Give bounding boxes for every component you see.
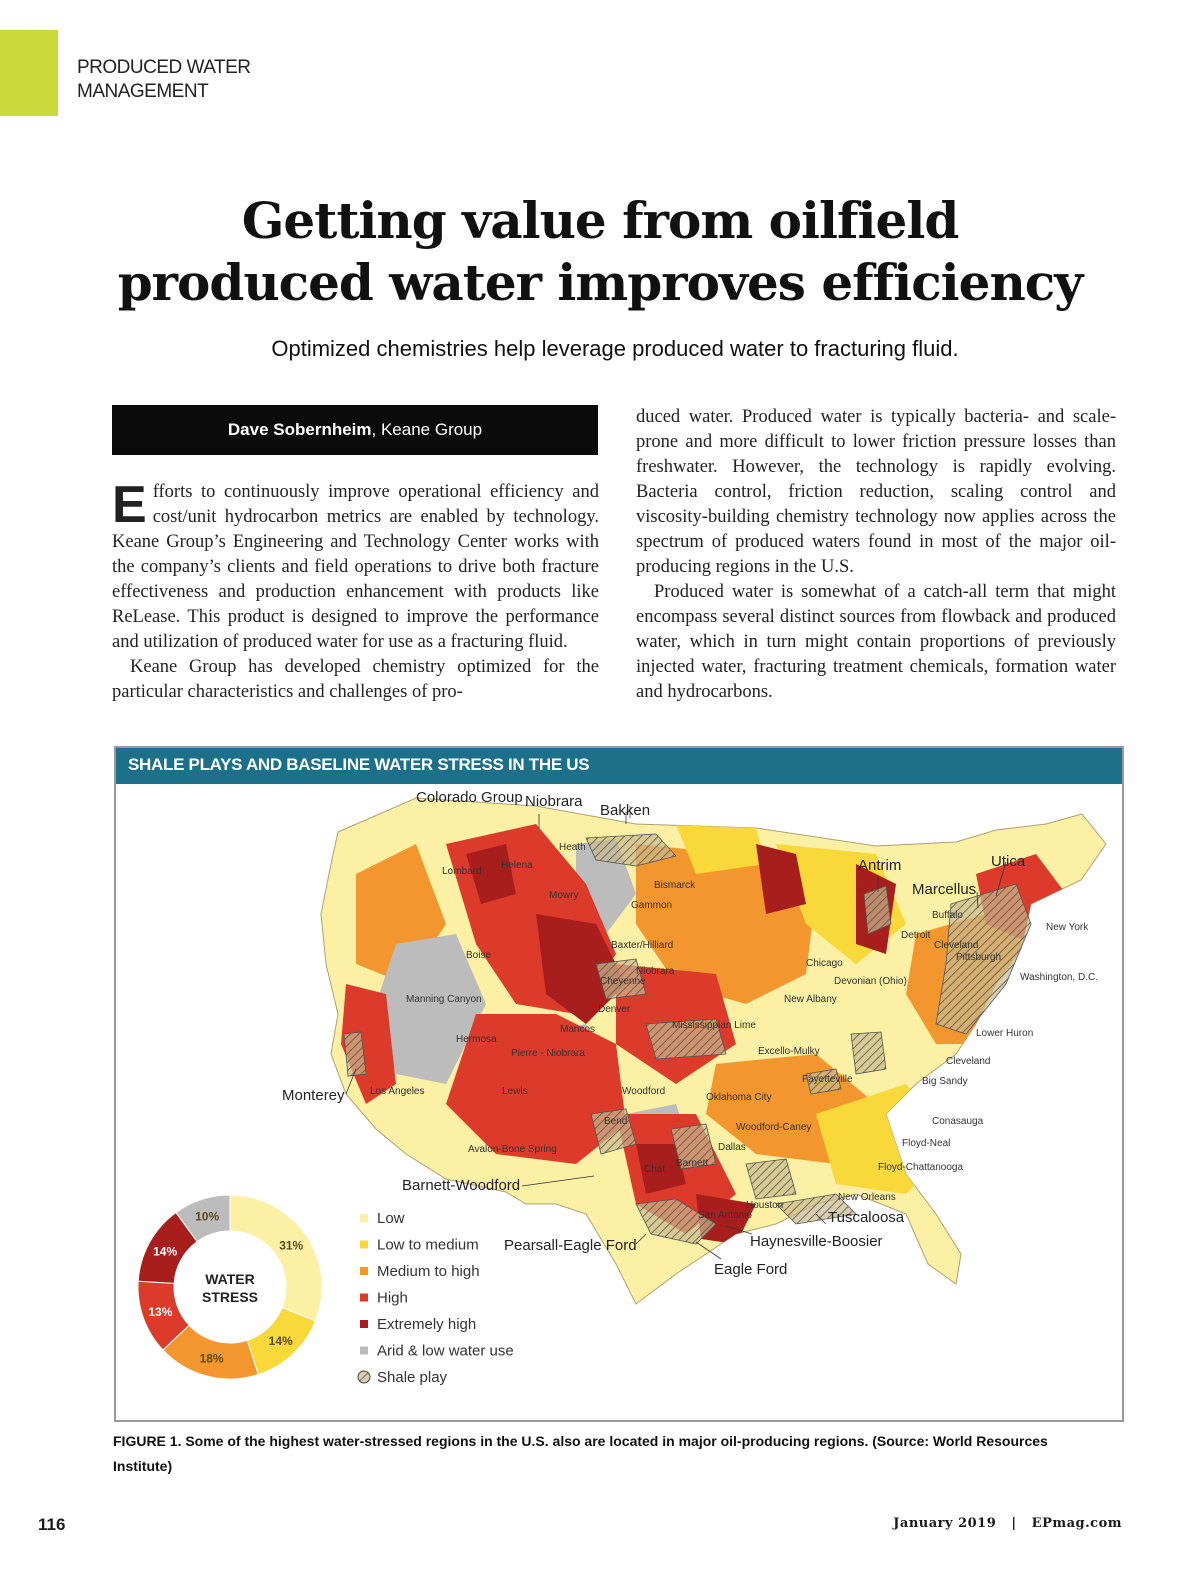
label-pierre-niobrara: Pierre - Niobrara (511, 1048, 585, 1059)
figure-caption: FIGURE 1. Some of the highest water-stressed regions in the U.S. also are located in major oil-producing regions. (Source: World Resources Institute) (113, 1433, 1048, 1474)
donut-center-line2: STRESS (201, 1289, 259, 1305)
water-stress-donut (138, 1195, 322, 1379)
label-boise: Boise (466, 950, 492, 961)
article-column-1 (112, 476, 599, 705)
label-detroit: Detroit (901, 930, 931, 941)
label-excello-mulky: Excello-Mulky (758, 1046, 820, 1057)
label-hermosa: Hermosa (456, 1034, 497, 1045)
label-floyd-neal: Floyd-Neal (902, 1138, 951, 1149)
legend-swatch-shale-play (358, 1371, 370, 1383)
section-color-tab (0, 30, 58, 116)
page-number: 116 (38, 1515, 66, 1534)
footer (893, 1516, 1122, 1531)
label-lower-huron: Lower Huron (976, 1028, 1034, 1039)
label-marcellus: Marcellus (912, 881, 977, 898)
label-houston: Houston (746, 1200, 784, 1211)
donut-label-extremely-high: 14% (153, 1244, 178, 1259)
label-lewis: Lewis (502, 1086, 528, 1097)
donut-label-medium-to-high: 18% (199, 1351, 224, 1366)
legend-label-extremely-high: Extremely high (377, 1316, 477, 1333)
label-washington-dc: Washington, D.C. (1020, 972, 1098, 983)
label-mowry: Mowry (549, 890, 579, 901)
label-haynesville-boosier: Haynesville-Boosier (750, 1233, 883, 1250)
legend-swatch-extremely-high (360, 1320, 368, 1328)
legend-swatch-low (360, 1214, 368, 1222)
label-barnett-woodford: Barnett-Woodford (402, 1177, 521, 1194)
author-name: Dave Sobernheim (227, 420, 372, 439)
label-baxter-hilliard: Baxter/Hilliard (611, 940, 674, 951)
label-new-york: New York (1046, 922, 1089, 933)
legend-swatch-high (360, 1294, 368, 1302)
label-denver: Denver (598, 1004, 631, 1015)
label-bismarck: Bismarck (654, 880, 696, 891)
label-gammon: Gammon (631, 900, 673, 911)
label-oklahoma-city: Oklahoma City (706, 1092, 772, 1103)
legend-label-low-to-medium: Low to medium (377, 1236, 479, 1254)
donut-label-high: 13% (148, 1305, 173, 1320)
donut-label-low: 31% (279, 1238, 304, 1253)
figure-title: SHALE PLAYS AND BASELINE WATER STRESS IN THE US (128, 755, 590, 774)
label-floyd-chattanooga: Floyd-Chattanooga (878, 1162, 964, 1173)
legend-label-high: High (377, 1289, 408, 1307)
drop-cap: E (112, 476, 147, 534)
donut-label-arid-low-water-use: 10% (195, 1209, 220, 1224)
author-affiliation: , Keane Group (371, 420, 483, 439)
figure-1 (114, 746, 1124, 1422)
headline-line1: Getting value from oilfield (241, 191, 959, 250)
label-woodford-caney: Woodford-Caney (736, 1122, 812, 1133)
label-eagle-ford: Eagle Ford (714, 1261, 788, 1278)
label-manning-canyon: Manning Canyon (406, 994, 482, 1005)
label-mancos: Mancos (560, 1024, 596, 1035)
headline-line2: produced water improves efficiency (117, 253, 1083, 312)
label-devonian-ohio: Devonian (Ohio) (834, 976, 907, 987)
donut-center-line1: WATER (205, 1271, 255, 1287)
label-antrim: Antrim (858, 857, 902, 874)
shale-new-albany (851, 1032, 886, 1074)
section-label-line2: MANAGEMENT (77, 81, 209, 102)
zone-high (986, 1164, 1036, 1234)
label-niobrara: Niobrara (525, 793, 583, 810)
footer-site: EPmag.com (1031, 1516, 1122, 1531)
water-stress-map (116, 784, 1122, 1418)
label-lombard: Lombard (442, 866, 482, 877)
map-legend (358, 1210, 514, 1386)
label-new-albany: New Albany (784, 994, 837, 1005)
legend-swatch-arid-low-water-use (360, 1347, 368, 1355)
label-pittsburgh: Pittsburgh (956, 952, 1002, 963)
label-utica: Utica (991, 853, 1026, 870)
legend-swatch-low-to-medium (360, 1241, 368, 1249)
section-label (77, 56, 251, 104)
paragraph-3: Produced water is somewhat of a catch-all term that might encompass several distinct sources from flowback and produced water, which in turn might contain proportions of previously injected water, fracturing treatment chemicals, formation water and hydrocarbons. (636, 582, 1116, 702)
legend-label-medium-to-high: Medium to high (377, 1263, 480, 1280)
label-cleveland-south: Cleveland (946, 1056, 991, 1067)
label-dallas: Dallas (718, 1142, 746, 1153)
label-heath: Heath (559, 842, 586, 853)
label-new-orleans: New Orleans (838, 1192, 896, 1203)
legend-label-arid-low-water-use: Arid & low water use (377, 1342, 514, 1360)
label-bend: Bend (604, 1116, 628, 1127)
label-barnett: Barnett (676, 1158, 709, 1169)
label-woodford: Woodford (622, 1086, 666, 1097)
legend-swatch-medium-to-high (360, 1267, 368, 1275)
label-chicago: Chicago (806, 958, 843, 969)
label-fayetteville: Fayetteville (802, 1074, 853, 1085)
paragraph-1-text: fforts to continuously improve operational efficiency and cost/unit hydrocarbon metrics are enabled by technology. Keane Group’s Engineering and Technology Center works with the company’s clients and field operations to drive both fracture effectiveness and production enhancement with products like ReLease. This product is designed to improve the performance and utilization of produced water for use as a fracturing fluid. (112, 482, 599, 652)
paragraph-1 (112, 476, 599, 655)
label-bakken: Bakken (600, 802, 651, 819)
label-conasauga: Conasauga (932, 1116, 984, 1127)
label-cleveland: Cleveland (934, 940, 979, 951)
legend-label-shale-play: Shale play (377, 1369, 448, 1386)
label-san-antonio: San Antonio (698, 1210, 752, 1221)
legend-label-low: Low (377, 1210, 405, 1227)
label-los-angeles: Los Angeles (370, 1086, 425, 1097)
label-helena: Helena (501, 860, 533, 871)
label-tuscaloosa: Tuscaloosa (828, 1209, 905, 1226)
headline (0, 190, 1200, 314)
label-niobrara-south: Niobrara (636, 966, 675, 977)
label-buffalo: Buffalo (932, 910, 963, 921)
deck: Optimized chemistries help leverage produced water to fracturing fluid. (271, 336, 959, 361)
byline (112, 405, 598, 455)
label-big-sandy: Big Sandy (922, 1076, 968, 1087)
label-pearsall-eagle-ford: Pearsall-Eagle Ford (504, 1237, 637, 1254)
label-colorado-group: Colorado Group (416, 789, 523, 806)
label-monterey: Monterey (282, 1087, 345, 1104)
label-cheyenne: Cheyenne (600, 976, 646, 987)
footer-issue: January 2019 (893, 1516, 997, 1531)
section-label-line1: PRODUCED WATER (77, 57, 251, 78)
footer-separator: | (1011, 1516, 1017, 1531)
figure-title-bar (116, 748, 1122, 784)
us-map (321, 798, 1106, 1304)
paragraph-2-start: Keane Group has developed chemistry optimized for the particular characteristics and challenges of pro- (112, 657, 599, 702)
label-mississippian-lime: Mississippian Lime (672, 1020, 756, 1031)
label-avalon-bone-spring: Avalon-Bone Spring (468, 1144, 557, 1155)
article-column-2 (636, 405, 1116, 705)
donut-label-low-to-medium: 14% (268, 1333, 293, 1348)
label-chat: Chat (644, 1164, 666, 1175)
paragraph-2-continued: duced water. Produced water is typically bacteria- and scale-prone and more difficult to lower friction pressure losses than freshwater. However, the technology is rapidly evolving. Bacteria control, friction reduction, scaling control and viscosity-building chemistry technology now applies across the spectrum of produced waters found in most of the major oil-producing regions in the U.S. (636, 407, 1116, 577)
